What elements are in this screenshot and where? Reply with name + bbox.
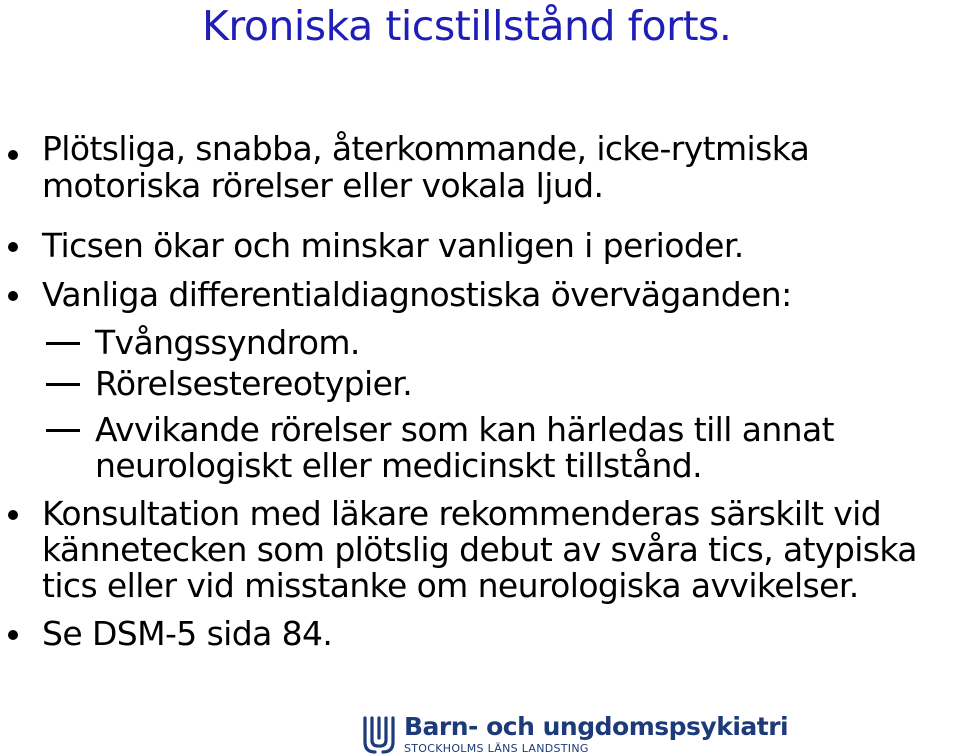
bullet-line: motoriska rörelser eller vokala ljud.	[42, 166, 604, 205]
sub-bullet-line: Tvångssyndrom.	[95, 323, 360, 362]
bullet-marker	[8, 630, 18, 640]
bullet-marker	[8, 291, 18, 301]
sub-bullet-line: Avvikande rörelser som kan härledas till annat	[95, 410, 834, 449]
bullet-line: Plötsliga, snabba, återkommande, icke-rytmiska	[42, 129, 810, 168]
bullet-line: tics eller vid misstanke om neurologiska avvikelser.	[42, 566, 859, 605]
slide-title: Kroniska ticstillstånd forts.	[202, 2, 732, 50]
bullet-line: kännetecken som plötslig debut av svåra tics, atypiska	[42, 530, 917, 569]
bullet-line: Konsultation med läkare rekommenderas särskilt vid	[42, 494, 882, 533]
sll-logo-mark-icon	[360, 714, 398, 756]
sub-bullet-line: neurologiskt eller medicinskt tillstånd.	[95, 446, 703, 485]
sub-bullet-dash	[46, 342, 80, 345]
bullet-marker	[8, 242, 18, 252]
bullet-line: Se DSM-5 sida 84.	[42, 614, 333, 653]
logo-subtitle: STOCKHOLMS LÄNS LANDSTING	[404, 742, 589, 755]
bullet-line: Ticsen ökar och minskar vanligen i perioder.	[42, 226, 744, 265]
sub-bullet-dash	[46, 383, 80, 386]
logo-name: Barn- och ungdomspsykiatri	[404, 712, 789, 741]
bullet-line: Vanliga differentialdiagnostiska överväganden:	[42, 275, 792, 314]
sub-bullet-dash	[46, 429, 80, 432]
sub-bullet-line: Rörelsestereotypier.	[95, 364, 413, 403]
bullet-marker	[8, 150, 18, 160]
organization-logo	[360, 706, 789, 756]
bullet-marker	[8, 510, 18, 520]
